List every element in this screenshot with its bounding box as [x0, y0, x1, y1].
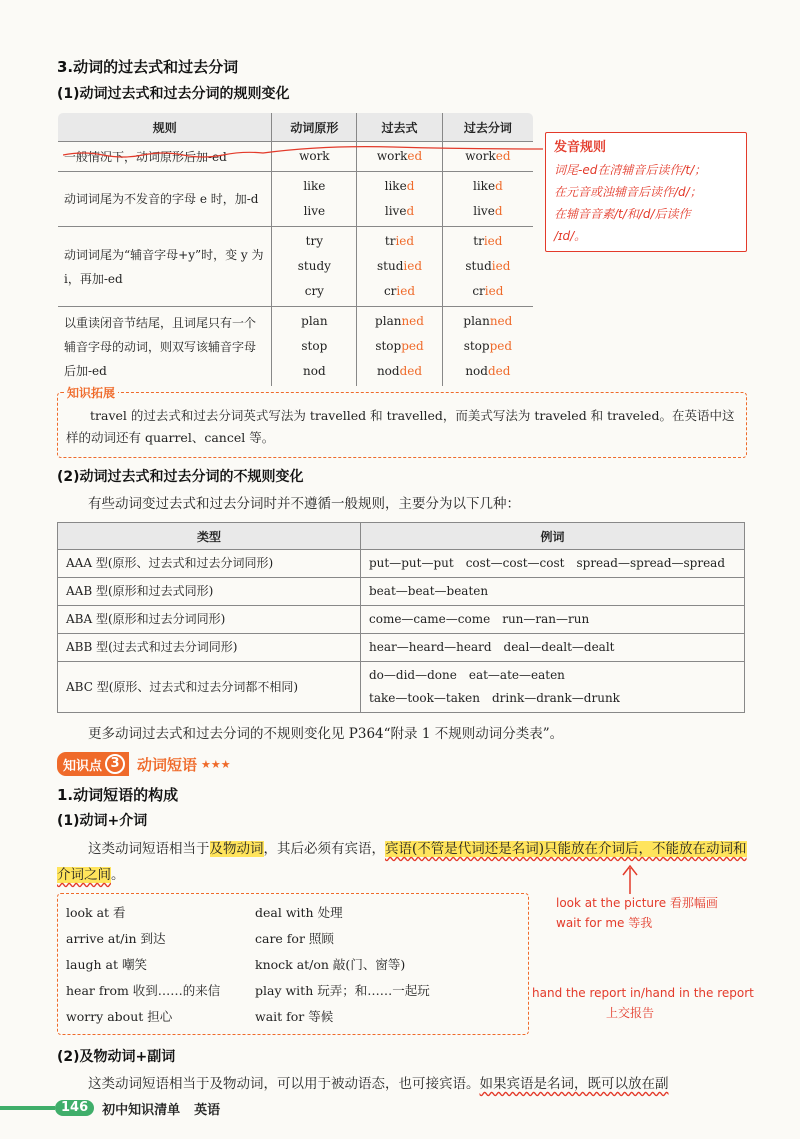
phrase-item: care for 照顾: [255, 931, 334, 946]
table-header-row: [58, 523, 745, 550]
verb-participle: liked: [473, 179, 503, 193]
pronunciation-line: /ɪd/。: [554, 229, 587, 243]
verb-participle: lived: [473, 204, 503, 218]
subject-name: 英语: [194, 1102, 221, 1118]
verb-base: try: [305, 234, 324, 248]
example-line: take—took—taken drink—drank—drunk: [369, 691, 620, 705]
verb-adv-paragraph: [88, 1072, 669, 1092]
rule-cell: 动词词尾为“辅音字母+y”时，变 y 为 i，再加-ed: [58, 227, 272, 307]
verb-participle: studied: [465, 259, 511, 273]
subsection-title-irregular: (2)动词过去式和过去分词的不规则变化: [57, 469, 304, 485]
star-rating-icon: ★★★: [201, 757, 231, 771]
header-participle: 过去分词: [442, 113, 533, 142]
phrase-item: look at 看: [66, 905, 126, 920]
table-row: [58, 634, 745, 662]
phrase-item: knock at/on 敲(门、窗等): [255, 957, 406, 972]
verb-base: live: [303, 204, 326, 218]
footer: [0, 1100, 800, 1118]
type-cell: ABA 型(原形和过去分词同形): [58, 606, 361, 634]
examples-cell: [361, 550, 745, 578]
section-title: 3.动词的过去式和过去分词: [57, 58, 239, 76]
handwritten-note: 上交报告: [606, 1006, 655, 1020]
type-cell: ABB 型(过去式和过去分词同形): [58, 634, 361, 662]
verb-participle: stopped: [463, 339, 513, 353]
verb-past: liked: [384, 179, 415, 193]
example-line: hear—heard—heard deal—dealt—dealt: [369, 640, 615, 654]
base-cell: [272, 307, 357, 387]
irregular-intro: 有些动词变过去式和过去分词时并不遵循一般规则，主要分为以下几种：: [88, 496, 520, 512]
verb-past: stopped: [375, 339, 424, 353]
verb-past: tried: [384, 234, 415, 248]
pronunciation-line: 词尾-ed在清辅音后读作/t/；: [554, 163, 707, 177]
base-cell: [272, 172, 357, 227]
header-past: 过去式: [357, 113, 442, 142]
verb-base: nod: [303, 364, 326, 378]
paragraph-text: 。: [111, 867, 125, 883]
subsection-title-verb-prep: (1)动词+介词: [57, 813, 148, 829]
handwritten-note: hand the report in/hand in the report: [532, 986, 754, 1000]
table-row: [58, 662, 745, 713]
page-number: 146: [55, 1100, 94, 1116]
pronunciation-note-title: 发音规则: [554, 140, 607, 155]
highlight-text: 能放在动词和介词之间: [57, 841, 747, 883]
examples-cell: [361, 634, 745, 662]
example-line: beat—beat—beaten: [369, 584, 489, 598]
verb-past: studied: [377, 259, 423, 273]
table-row: [58, 550, 745, 578]
pronunciation-line: 在元音或浊辅音后读作/d/；: [554, 185, 702, 199]
table-row: [58, 606, 745, 634]
rule-cell: 一般情况下，动词原形后加-ed: [58, 142, 272, 172]
verb-participle: cried: [472, 284, 504, 298]
highlight-text: 如果宾语是名词，既可以放在副: [479, 1076, 669, 1092]
phrase-item: wait for 等候: [255, 1009, 334, 1024]
examples-cell: [361, 578, 745, 606]
knowledge-extension-label: 知识拓展: [64, 384, 118, 401]
phrase-item: arrive at/in 到达: [66, 931, 166, 946]
verb-base: cry: [304, 284, 324, 298]
highlight-text: 宾语(不管是代词还是名词)只能放在介词后，不: [385, 841, 666, 857]
highlight-text: 及物动词: [209, 841, 264, 857]
rule-cell: 以重读闭音节结尾，且词尾只有一个辅音字母的动词，则双写该辅音字母后加-ed: [58, 307, 272, 387]
participle-cell: [442, 172, 533, 227]
knowledge-point-label: 知识点: [63, 758, 103, 774]
table-row: [58, 227, 534, 307]
more-irregular-note: 更多动词过去式和过去分词的不规则变化见 P364“附录 1 不规则动词分类表”。: [88, 726, 564, 742]
paragraph-text: 这类动词短语相当于: [88, 841, 210, 857]
verb-base: stop: [301, 339, 328, 353]
knowledge-point-number: 3: [105, 754, 125, 774]
phrase-item: hear from 收到……的来信: [66, 983, 221, 998]
participle-cell: [442, 227, 533, 307]
header-examples: 例词: [361, 523, 745, 550]
phrase-item: play with 玩弄；和……一起玩: [255, 983, 430, 998]
irregular-verb-table: [57, 522, 745, 713]
knowledge-extension-text: travel 的过去式和过去分词英式写法为 travelled 和 travelled，而美式写法为 traveled 和 traveled。在英语中这样的动词还有 quarrel、cancel 等。: [66, 408, 735, 445]
verb-base: work: [299, 149, 330, 163]
phrase-item: worry about 担心: [66, 1009, 173, 1024]
verb-past: worked: [376, 149, 423, 163]
verb-base: plan: [301, 314, 328, 328]
verb-past: cried: [383, 284, 416, 298]
verb-participle: planned: [463, 314, 513, 328]
type-cell: ABC 型(原形、过去式和过去分词都不相同): [58, 662, 361, 713]
type-cell: AAA 型(原形、过去式和过去分词同形): [58, 550, 361, 578]
verb-participle: worked: [465, 149, 511, 163]
verb-past: nodded: [376, 364, 423, 378]
knowledge-point-header: [57, 752, 231, 776]
past-cell: [357, 307, 442, 387]
examples-cell: [361, 606, 745, 634]
header-rule: 规则: [58, 113, 272, 142]
connector-line: [63, 141, 553, 161]
knowledge-point-title: 动词短语: [137, 755, 198, 774]
phrase-section-title: 1.动词短语的构成: [57, 786, 179, 804]
pronunciation-note: [545, 132, 747, 252]
subsection-title-regular: (1)动词过去式和过去分词的规则变化: [57, 86, 290, 102]
table-row: [58, 307, 534, 387]
example-line: put—put—put cost—cost—cost spread—spread—spread: [369, 556, 726, 570]
base-cell: [272, 227, 357, 307]
verb-past: planned: [375, 314, 424, 328]
header-base: 动词原形: [272, 113, 357, 142]
phrase-item: laugh at 嘲笑: [66, 957, 147, 972]
examples-cell: [361, 662, 745, 713]
pronunciation-line: 在辅音音素/t/和/d/后读作: [554, 207, 691, 221]
table-row: [58, 172, 534, 227]
participle-cell: [442, 307, 533, 387]
book-title: 初中知识清单: [102, 1102, 181, 1118]
example-line: come—came—come run—ran—run: [369, 612, 590, 626]
header-type: 类型: [58, 523, 361, 550]
past-cell: [357, 227, 442, 307]
arrow-up-icon: [615, 862, 645, 896]
paragraph-text: 这类动词短语相当于及物动词，可以用于被动语态，也可接宾语。: [88, 1076, 480, 1092]
type-cell: AAB 型(原形和过去式同形): [58, 578, 361, 606]
phrase-item: deal with 处理: [255, 905, 343, 920]
verb-participle: nodded: [465, 364, 511, 378]
verb-participle: tried: [473, 234, 503, 248]
past-cell: [357, 172, 442, 227]
knowledge-point-badge: [57, 752, 129, 776]
rule-cell: 动词词尾为不发音的字母 e 时，加-d: [58, 172, 272, 227]
table-row: [58, 578, 745, 606]
verb-base: like: [303, 179, 326, 193]
handwritten-note: wait for me 等我: [556, 916, 653, 930]
handwritten-note: look at the picture 看那幅画: [556, 896, 718, 910]
verb-base: study: [297, 259, 331, 273]
paragraph-text: ，其后必须有宾语，: [263, 841, 385, 857]
example-line: do—did—done eat—ate—eaten: [369, 668, 565, 682]
verb-past: lived: [384, 204, 415, 218]
footer-bar: [0, 1106, 55, 1110]
knowledge-extension-box: [57, 386, 747, 458]
subsection-title-verb-adv: (2)及物动词+副词: [57, 1049, 176, 1065]
table-header-row: [58, 113, 534, 142]
